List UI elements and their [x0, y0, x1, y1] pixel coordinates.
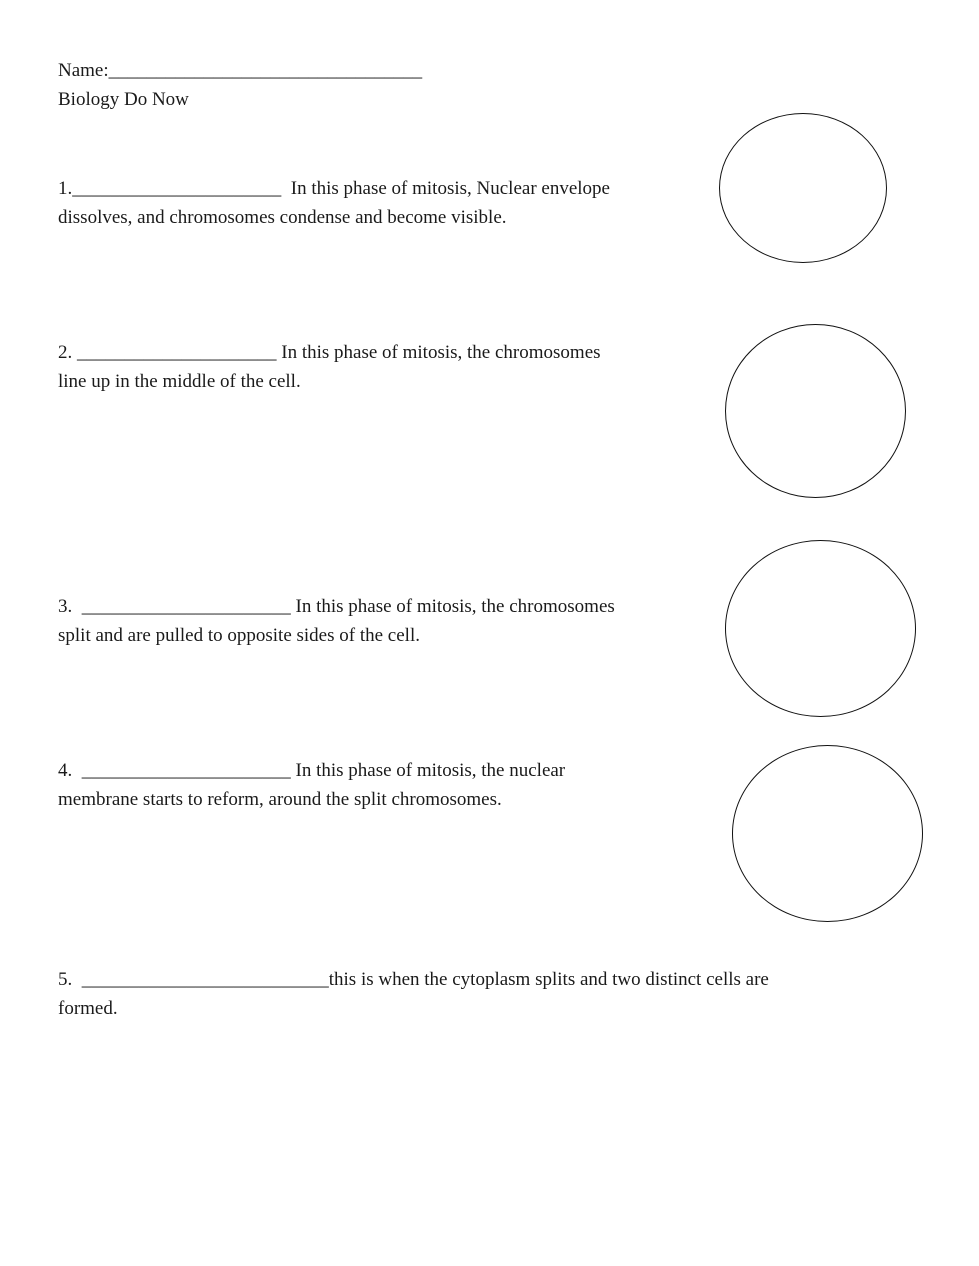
question-3-line-2: split and are pulled to opposite sides of the cell. — [58, 625, 420, 646]
question-4 — [58, 756, 565, 814]
drawing-circle-4 — [732, 745, 923, 922]
drawing-circle-2 — [725, 324, 906, 498]
name-field-label: Name:_________________________________ — [58, 60, 423, 81]
question-2 — [58, 338, 601, 396]
question-5-line-2: formed. — [58, 998, 118, 1019]
question-2-line-2: line up in the middle of the cell. — [58, 371, 301, 392]
question-3-line-1: 3. ______________________ In this phase of mitosis, the chromosomes — [58, 596, 615, 617]
question-1-line-1: 1.______________________ In this phase of mitosis, Nuclear envelope — [58, 178, 610, 199]
question-4-line-1: 4. ______________________ In this phase of mitosis, the nuclear — [58, 760, 566, 781]
drawing-circle-1 — [719, 113, 887, 263]
question-5 — [58, 965, 769, 1023]
question-1 — [58, 174, 610, 232]
worksheet-subtitle: Biology Do Now — [58, 89, 189, 110]
drawing-circle-3 — [725, 540, 916, 717]
question-2-line-1: 2. _____________________ In this phase of mitosis, the chromosomes — [58, 342, 601, 363]
question-4-line-2: membrane starts to reform, around the split chromosomes. — [58, 789, 502, 810]
question-5-line-1: 5. __________________________this is when the cytoplasm splits and two distinct cells are — [58, 969, 769, 990]
question-1-line-2: dissolves, and chromosomes condense and become visible. — [58, 207, 507, 228]
question-3 — [58, 592, 615, 650]
